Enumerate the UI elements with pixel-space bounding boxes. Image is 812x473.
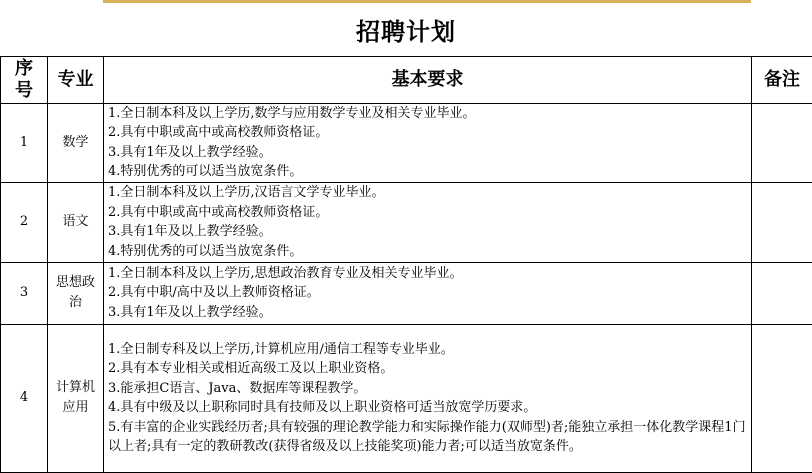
header-seq-line2: 号 xyxy=(15,80,33,101)
requirement-line: 3.具有1年及以上教学经验。 xyxy=(108,143,747,162)
requirement-line: 4.特别优秀的可以适当放宽条件。 xyxy=(108,242,747,261)
major-cell xyxy=(48,324,104,472)
header-seq-line1: 序 xyxy=(15,58,33,79)
header-requirements: 基本要求 xyxy=(104,57,752,104)
requirement-line: 1.全日制专科及以上学历,计算机应用/通信工程等专业毕业。 xyxy=(108,340,747,359)
table-row xyxy=(1,182,812,262)
seq-cell: 1 xyxy=(1,104,48,183)
major-cell: 语文 xyxy=(48,182,104,262)
requirement-line: 2.具有本专业相关或相近高级工及以上职业资格。 xyxy=(108,359,747,378)
remark-cell xyxy=(752,182,812,262)
recruitment-table xyxy=(0,56,812,473)
requirement-line: 3.具有1年及以上教学经验。 xyxy=(108,303,747,322)
header-row xyxy=(1,57,812,104)
major-cell: 数学 xyxy=(48,104,104,183)
requirement-line: 3.能承担C语言、Java、数据库等课程教学。 xyxy=(108,379,747,398)
requirements-cell xyxy=(104,324,752,472)
requirements-cell xyxy=(104,262,752,324)
seq-cell: 4 xyxy=(1,324,48,472)
requirement-line: 2.具有中职/高中及以上教师资格证。 xyxy=(108,283,747,302)
requirements-cell xyxy=(104,182,752,262)
remark-cell xyxy=(752,324,812,472)
remark-cell xyxy=(752,104,812,183)
header-major: 专业 xyxy=(48,57,104,104)
requirement-line: 4.特别优秀的可以适当放宽条件。 xyxy=(108,162,747,181)
remark-cell xyxy=(752,262,812,324)
seq-cell: 2 xyxy=(1,182,48,262)
major-line1: 计算机 xyxy=(56,380,95,395)
requirement-line: 2.具有中职或高中或高校教师资格证。 xyxy=(108,203,747,222)
major-cell xyxy=(48,262,104,324)
major-line2: 应用 xyxy=(62,400,88,415)
requirement-line: 3.具有1年及以上教学经验。 xyxy=(108,222,747,241)
table-row xyxy=(1,104,812,183)
requirements-cell xyxy=(104,104,752,183)
table-row xyxy=(1,262,812,324)
requirement-line: 1.全日制本科及以上学历,数学与应用数学专业及相关专业毕业。 xyxy=(108,104,747,123)
header-remarks: 备注 xyxy=(752,57,812,104)
table-row xyxy=(1,324,812,472)
requirement-line: 2.具有中职或高中或高校教师资格证。 xyxy=(108,123,747,142)
page-title: 招聘计划 xyxy=(0,2,812,56)
requirement-line: 1.全日制本科及以上学历,思想政治教育专业及相关专业毕业。 xyxy=(108,264,747,283)
requirement-line: 1.全日制本科及以上学历,汉语言文学专业毕业。 xyxy=(108,183,747,202)
requirement-line: 5.有丰富的企业实践经历者;具有较强的理论教学能力和实际操作能力(双师型)者;能独立承担一体化教学课程1门以上者;具有一定的教研教改(获得省级及以上技能奖项)能力者;可以适当放宽条件。 xyxy=(108,418,747,457)
major-line2: 治 xyxy=(69,295,82,310)
header-seq xyxy=(1,57,48,104)
major-line1: 思想政 xyxy=(56,275,95,290)
seq-cell: 3 xyxy=(1,262,48,324)
requirement-line: 4.具有中级及以上职称同时具有技师及以上职业资格可适当放宽学历要求。 xyxy=(108,398,747,417)
